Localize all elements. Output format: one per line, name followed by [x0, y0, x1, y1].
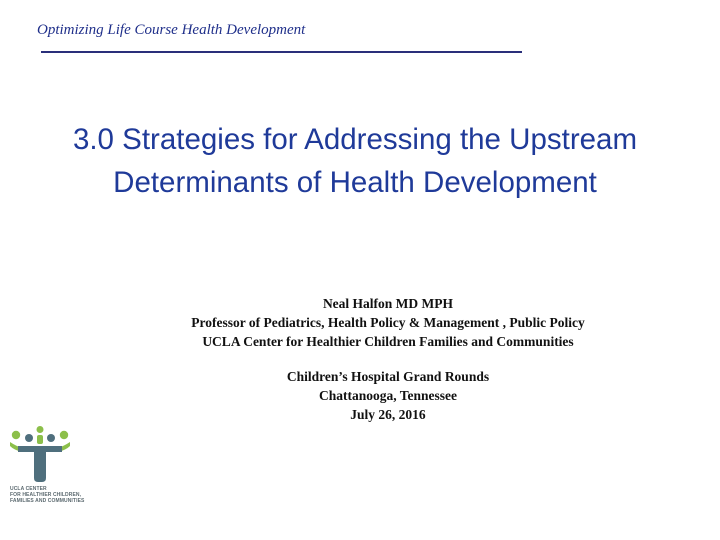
logo-caption: [10, 486, 90, 504]
presenter-position: Professor of Pediatrics, Health Policy & Management , Public Policy: [191, 315, 585, 330]
logo-caption-line-2: FOR HEALTHIER CHILDREN,: [10, 492, 82, 498]
presenter-affiliation: UCLA Center for Healthier Children Families and Communities: [202, 334, 574, 349]
deck-subtitle: Optimizing Life Course Health Development: [37, 22, 306, 38]
ucla-center-logo: [6, 426, 85, 512]
logo-caption-line-1: UCLA CENTER: [10, 486, 47, 492]
info-spacer: [108, 351, 668, 367]
family-figure-icon: [6, 426, 78, 486]
event-name: Children’s Hospital Grand Rounds: [286, 369, 490, 384]
event-date: July 26, 2016: [350, 407, 426, 422]
slide-title-line-1: 3.0 Strategies for Addressing the Upstream: [72, 123, 638, 156]
presenter-info: [108, 294, 668, 424]
slide-title-line-2: Determinants of Health Development: [113, 166, 597, 199]
logo-caption-line-3: FAMILIES AND COMMUNITIES: [10, 498, 85, 504]
slide-title: [0, 118, 710, 204]
presenter-name: Neal Halfon MD MPH: [322, 296, 454, 311]
header-divider: [41, 51, 522, 53]
event-location: Chattanooga, Tennessee: [318, 388, 458, 403]
